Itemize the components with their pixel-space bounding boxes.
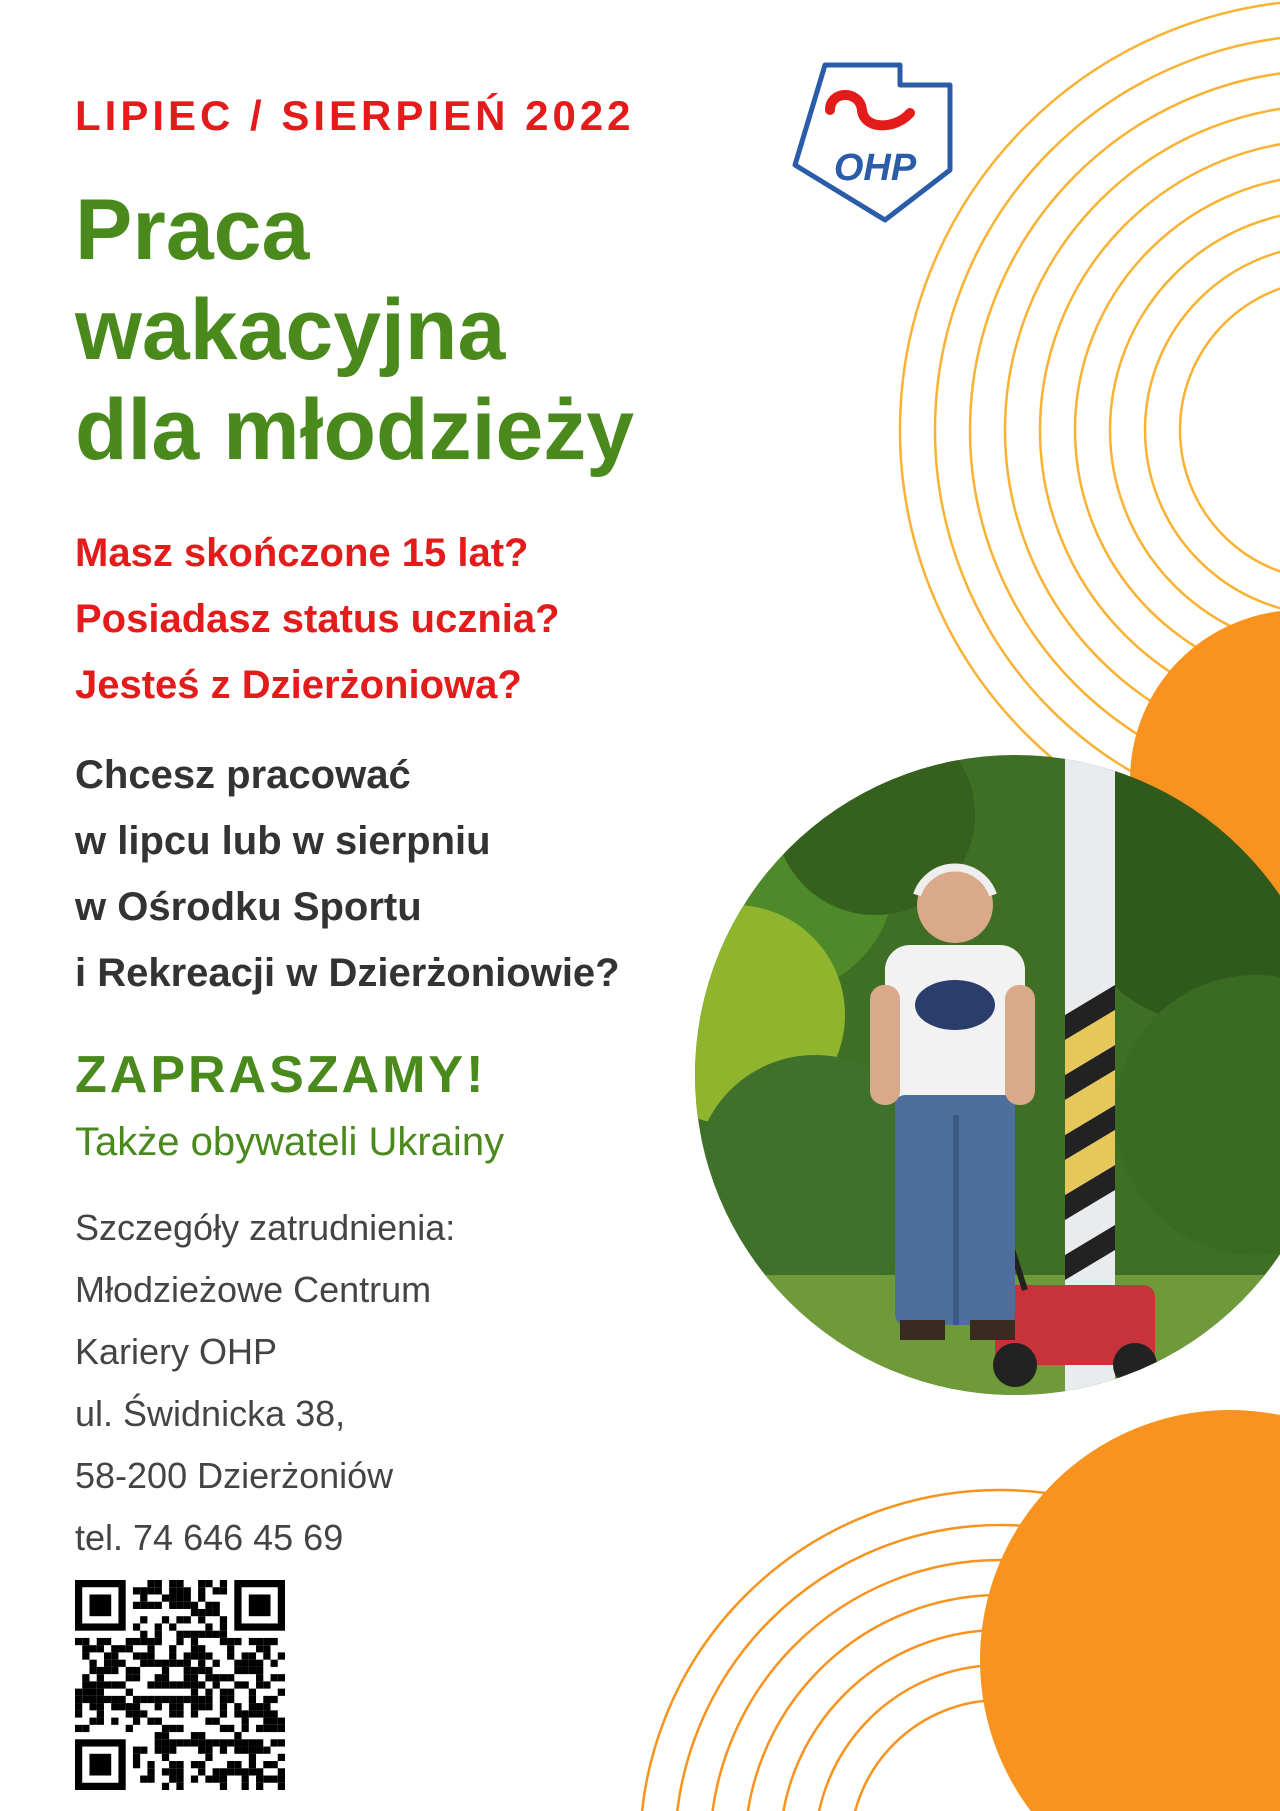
details-line: Szczegóły zatrudnienia:	[75, 1207, 456, 1248]
phone-line: tel. 74 646 45 69	[75, 1517, 344, 1558]
question-line: Posiadasz status ucznia?	[75, 597, 560, 641]
cta-subtitle: Także obywateli Ukrainy	[75, 1120, 505, 1164]
title-line: dla młodzieży	[75, 382, 635, 478]
details-line: 58-200 Dzierżoniów	[75, 1455, 394, 1496]
question-line: Masz skończone 15 lat?	[75, 531, 529, 575]
details-line: ul. Świdnicka 38,	[75, 1393, 346, 1434]
invite-line: Chcesz pracować	[75, 753, 411, 797]
cta-title: ZAPRASZAMY!	[75, 1046, 487, 1104]
question-line: Jesteś z Dzierżoniowa?	[75, 663, 522, 707]
invite-line: w Ośrodku Sportu	[75, 885, 422, 929]
eligibility-questions	[75, 520, 560, 718]
invite-text	[75, 742, 620, 1006]
details-line: Kariery OHP	[75, 1331, 278, 1372]
contact-details	[75, 1197, 455, 1569]
invite-line: w lipcu lub w sierpniu	[75, 819, 491, 863]
title-line: wakacyjna	[75, 282, 506, 378]
invite-line: i Rekreacji w Dzierżoniowie?	[75, 951, 620, 995]
title-line: Praca	[75, 182, 310, 278]
date-line: LIPIEC / SIERPIEŃ 2022	[75, 92, 635, 139]
logo-text: OHP	[833, 147, 917, 189]
qr-code-icon[interactable]	[75, 1580, 285, 1790]
details-line: Młodzieżowe Centrum	[75, 1269, 432, 1310]
ohp-logo-icon	[790, 55, 960, 230]
lawnmower-photo	[695, 755, 1280, 1395]
page-title	[75, 180, 775, 480]
